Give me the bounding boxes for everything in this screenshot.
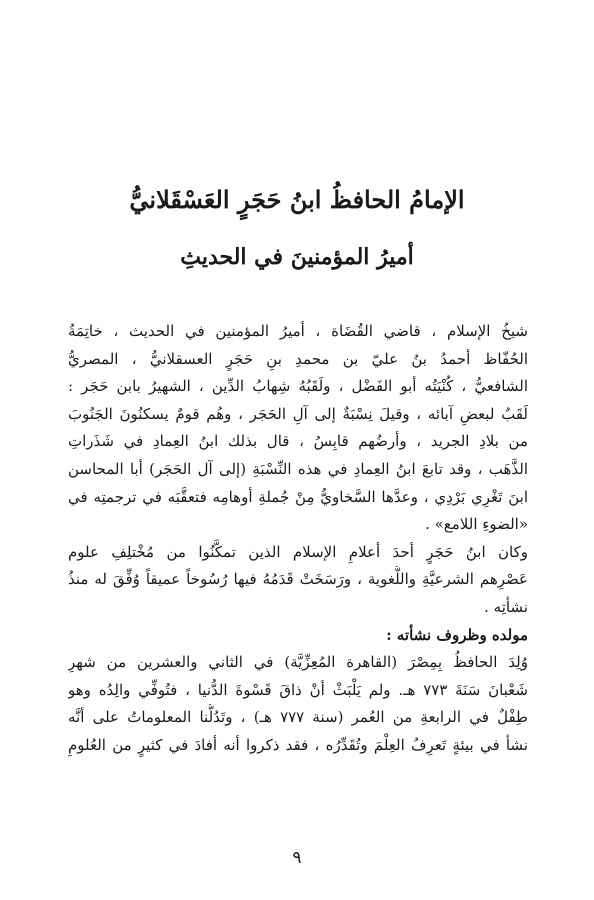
text-line: «الضوءِ اللامع» . — [425, 515, 528, 534]
text-line: الشافعيُّ ، كُنْيَتُه أبو الفَضْل ، ولَقَبُهُ شِهابُ الدِّين ، الشهيرُ بابن حَجَر : — [68, 377, 528, 396]
text-line: نشأ في بيئةٍ تَعرِفُ العِلْمَ وتُقَدِّرُه ، فقد ذكروا أنه أفادَ في كثيرٍ من العُلومِ — [68, 735, 528, 754]
text-line: طِفْلٌ في الرابعةِ من العُمر (سنة ٧٧٧ هـ) ، وتَدُلُّنا المعلوماتُ على أنَّه — [68, 708, 528, 727]
text-line: نشأتِه . — [484, 597, 528, 616]
text-line: ابنَ تَغْرِي بَرْدِي ، وعدَّها السَّخاويُّ مِنْ جُملةِ أوهامِه فتعقَّبَه في ترجمتِه في — [68, 487, 528, 506]
text-line: عَصْرِهم الشرعيَّةِ واللُّغوية ، ورَسَخَتْ قَدَمُهُ فيها رُسُوخاً عميقاً وُفِّقَ له منذُ — [68, 570, 528, 589]
text-line: وُلِدَ الحافظُ بِمِصْرَ (القاهرة المُعِزِّيَّة) في الثاني والعشرين من شهرِ — [68, 653, 528, 672]
text-line: من بلادِ الجريد ، وأرضُهم قابِسُ ، قال بذلك ابنُ العِمادِ في شَذَراتِ — [68, 432, 528, 451]
page-number: ٩ — [292, 848, 302, 868]
page-title: الإمامُ الحافظُ ابنُ حَجَرٍ العَسْقَلانيُّ — [129, 185, 465, 214]
text-line: شيخُ الإسلام ، قاضي القُضَاة ، أميرُ المؤمنين في الحديث ، خاتِمَةُ — [68, 322, 528, 340]
page-subtitle: أميرُ المؤمنينَ في الحديثِ — [180, 244, 414, 270]
text-line: وكان ابنُ حَجَرٍ أحدَ أعلامِ الإسلام الذين تمكَّنُوا من مُخْتلِفِ علوم — [68, 542, 528, 561]
body-text — [68, 318, 528, 760]
text-line: الحُفّاظ أحمدُ بنُ عليّ بن محمدِ بنِ حَجَرٍ العسقلانيُّ ، المصريُّ — [68, 349, 528, 368]
section-heading: مولده وظروف نشأته : — [386, 625, 528, 644]
text-line: شَعْبانَ سَنَةَ ٧٧٣ هـ. ولم يَلْبَثْ أنْ ذاقَ قَسْوةَ الدُّنيا ، فتُوفِّي والِدُه وهو — [68, 680, 528, 699]
text-line: الذَّهَب ، وقد تابعَ ابنُ العِمادِ في هذه النِّسْبَةِ (إلى آل الحَجَر) أبا المحاسن — [68, 459, 528, 478]
text-line: لَقَبٌ لبعضِ آبائه ، وقيلَ نِسْبَةٌ إلى آلِ الحَجَر ، وهُم قومٌ يسكنُونَ الجَنُوبَ — [68, 404, 528, 423]
